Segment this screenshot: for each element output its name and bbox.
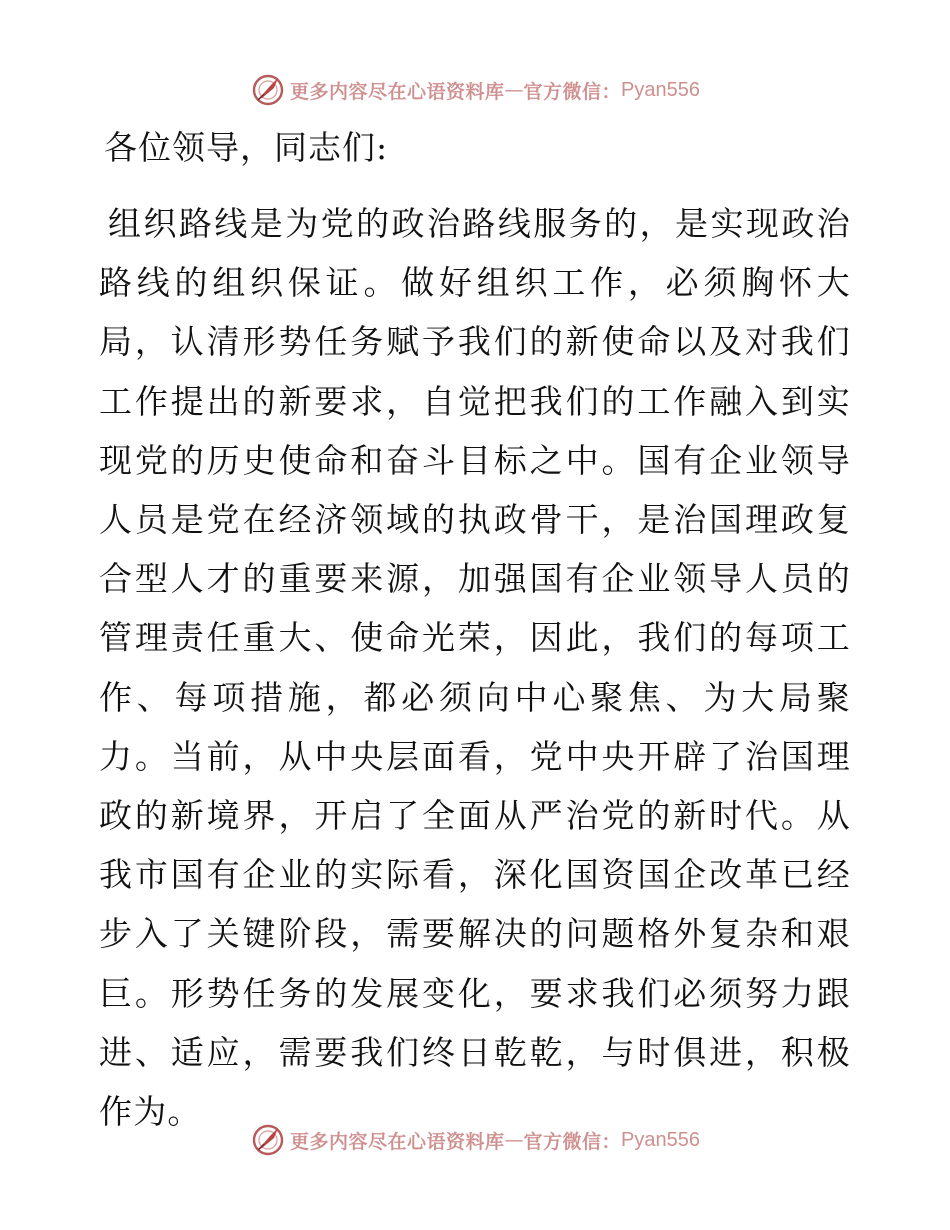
speech-paragraph: 组织路线是为党的政治路线服务的，是实现政治路线的组织保证。做好组织工作，必须胸怀大局，认清形势任务赋予我们的新使命以及对我们工作提出的新要求，自觉把我们的工作融入到实现党的历史使命和奋斗目标之中。国有企业领导人员是党在经济领域的执政骨干，是治国理政复合型人才的重要来源，加强国有企业领导人员的管理责任重大、使命光荣，因此，我们的每项工作、每项措施，都必须向中心聚焦、为大局聚力。当前，从中央层面看，党中央开辟了治国理政的新境界，开启了全面从严治党的新时代。从我市国有企业的实际看，深化国资国企改革已经步入了关键阶段，需要解决的问题格外复杂和艰巨。形势任务的发展变化，要求我们必须努力跟进、适应，需要我们终日乾乾，与时俱进，积极作为。 — [99, 204, 851, 1132]
footer-banner-wechat-label: 官方微信： — [523, 1130, 622, 1153]
header-watermark-banner — [0, 70, 950, 110]
footer-banner-text: 更多内容尽在心语资料库 — [290, 1130, 505, 1153]
header-banner-text: 更多内容尽在心语资料库 — [290, 80, 505, 103]
header-banner-wechat-label: 官方微信： — [523, 80, 622, 103]
quill-logo-icon — [250, 1122, 286, 1158]
header-banner-dash: — — [504, 79, 524, 101]
footer-banner-wechat-id: Pyan556 — [621, 1128, 700, 1151]
quill-logo-icon — [250, 72, 286, 108]
footer-banner-dash: — — [504, 1129, 524, 1151]
greeting-line: 各位领导，同志们: — [104, 128, 389, 167]
footer-watermark-banner — [0, 1120, 950, 1160]
header-banner-wechat-id: Pyan556 — [621, 78, 700, 101]
